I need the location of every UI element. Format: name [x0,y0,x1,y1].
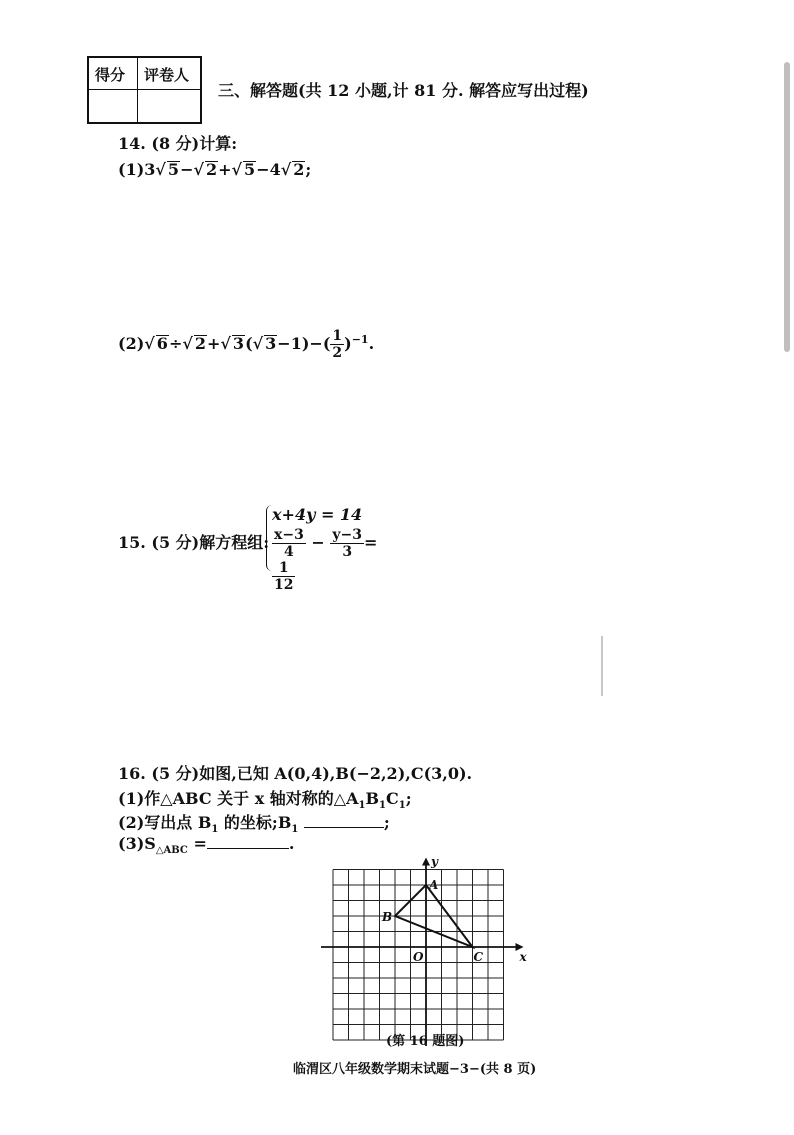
score-table [87,56,202,124]
q16-sub1: (1)作△ABC 关于 x 轴对称的$\triangle A_1B_1C_1$; [118,789,412,812]
label-o: O [413,950,424,964]
grader-label: 评卷人 [144,66,190,84]
answer-blank-area[interactable] [207,848,289,849]
q16-heading: 16. (5 分)如图,已知 A(0,4),B(−2,2),C(3,0). [118,764,473,783]
scrollbar[interactable] [784,62,790,352]
q14-part1: (1)3√ 5−√ 2+√ 5−4√ 2; [118,160,312,179]
figure-caption: (第 16 题图) [386,1034,465,1049]
coordinate-figure [325,853,525,1038]
label-a: A [429,878,439,892]
q16-sub3: $(3)S_{\triangle ABC}$ = . [118,834,295,857]
y-axis-arrow [422,858,430,866]
table-divider [89,89,200,90]
equation-1: x+4y = 14 [272,505,363,524]
label-b: B [382,910,393,924]
label-y: y [431,854,438,869]
section-title: 三、解答题(共 12 小题,计 81 分. 解答应写出过程) [218,81,589,100]
label-c: C [473,950,484,964]
page-footer: 临渭区八年级数学期末试题−3−(共 8 页) [293,1062,537,1077]
q14-heading: 14. (8 分)计算: [118,134,238,153]
equation-2: $\frac{x-3}{4}$ − $\frac{y-3}{3}$ = $\frac{1}{12}$ [274,527,378,594]
scan-mark [601,636,603,696]
answer-blank-b1[interactable] [304,827,384,828]
q14-part2: (2)√ 6÷√ 2+√ 3(√ 3−1)−( $\frac{1}{2}$ )$^{-1}$. [118,328,375,362]
table-divider [137,58,138,122]
q16-sub2: (2)写出点 $B_1$ 的坐标$;B_1$ ; [118,813,390,836]
score-label: 得分 [95,66,126,84]
q15-heading: 15. (5 分)解方程组: [118,533,270,552]
label-x: x [519,950,527,964]
equation-system [266,505,396,594]
